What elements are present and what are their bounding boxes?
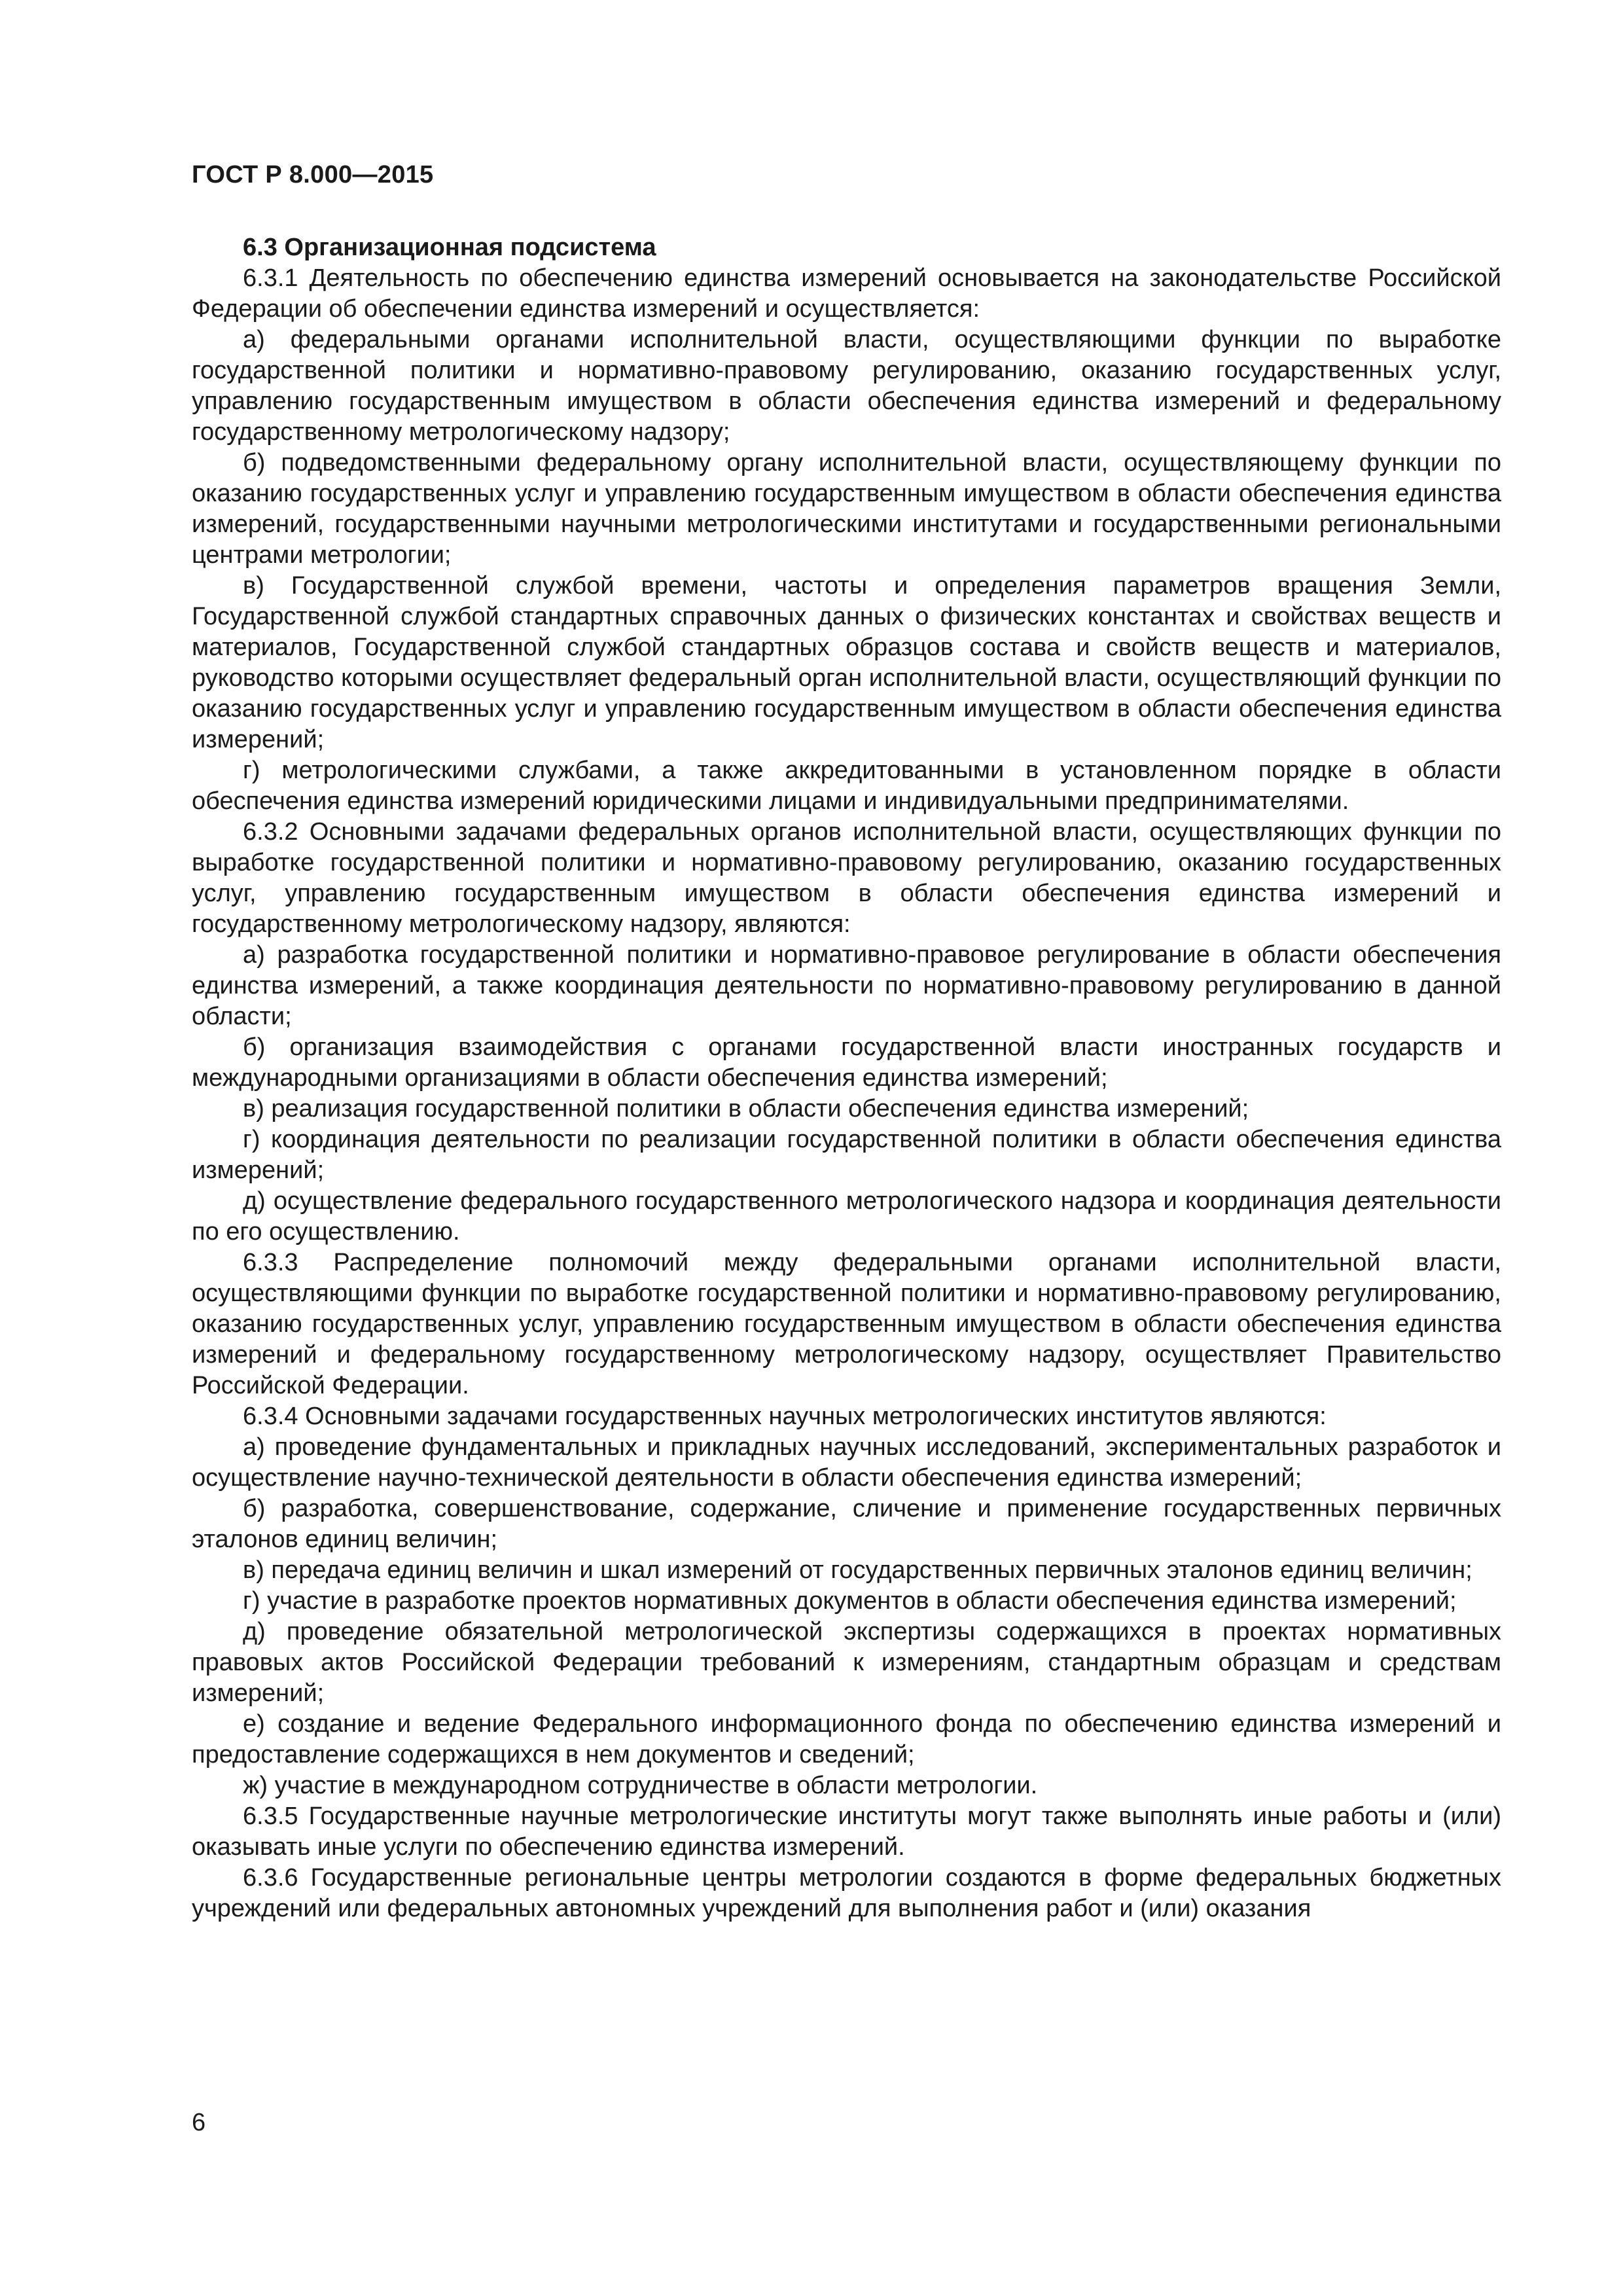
paragraph-6-3-2-v: в) реализация государственной политики в области обеспечения единства измерений; [243,1095,1249,1122]
paragraph-6-3-1: 6.3.1 Деятельность по обеспечению единства измерений основывается на законодательстве Российской Федерации об обеспечении единства измерений и осуществляется: [192,264,1501,323]
paragraph-6-3-2-b: б) организация взаимодействия с органами государственной власти иностранных государств и международными организациями в области обеспечения единства измерений; [192,1033,1501,1092]
document-header: ГОСТ Р 8.000—2015 [192,161,434,188]
paragraph-6-3-3: 6.3.3 Распределение полномочий между федеральными органами исполнительной власти, осуществляющими функции по выработке государственной политики и нормативно-правовому регулированию, оказанию государственных услуг, управлению государственным имуществом в области обеспечения единства измерений и федеральному государственному метрологическому надзору, осуществляет Правительство Российской Федерации. [192,1249,1501,1399]
paragraph-6-3-4-g: г) участие в разработке проектов нормативных документов в области обеспечения единства измерений; [243,1587,1457,1615]
paragraph-6-3-1-g: г) метрологическими службами, а также аккредитованными в установленном порядке в области обеспечения единства измерений юридическими лицами и индивидуальными предпринимателями. [192,757,1501,815]
document-body [192,232,1501,1924]
paragraph-6-3-4-v: в) передача единиц величин и шкал измерений от государственных первичных эталонов единиц величин; [243,1556,1472,1584]
paragraph-6-3-2-g: г) координация деятельности по реализации государственной политики в области обеспечения единства измерений; [192,1126,1501,1184]
paragraph-6-3-5: 6.3.5 Государственные научные метрологические институты могут также выполнять иные работы и (или) оказывать иные услуги по обеспечению единства измерений. [192,1803,1501,1861]
paragraph-6-3-4-d: д) проведение обязательной метрологической экспертизы содержащихся в проектах нормативных правовых актов Российской Федерации требований к измерениям, стандартным образцам и средствам измерений; [192,1618,1501,1707]
paragraph-6-3-2-d: д) осуществление федерального государственного метрологического надзора и координация деятельности по его осуществлению. [192,1187,1501,1246]
paragraph-6-3-2-a: а) разработка государственной политики и нормативно-правовое регулирование в области обеспечения единства измерений, а также координация деятельности по нормативно-правовому регулированию в данной области; [192,941,1501,1030]
paragraph-6-3-2: 6.3.2 Основными задачами федеральных органов исполнительной власти, осуществляющих функции по выработке государственной политики и нормативно-правовому регулированию, оказанию государственных услуг, управлению государственным имуществом в области обеспечения единства измерений и государственному метрологическому надзору, являются: [192,818,1501,938]
paragraph-6-3-4-b: б) разработка, совершенствование, содержание, сличение и применение государственных первичных эталонов единиц величин; [192,1495,1501,1553]
paragraph-6-3-4-a: а) проведение фундаментальных и прикладных научных исследований, экспериментальных разработок и осуществление научно-технической деятельности в области обеспечения единства измерений; [192,1433,1501,1492]
paragraph-6-3-1-v: в) Государственной службой времени, частоты и определения параметров вращения Земли, Государственной службой стандартных справочных данных о физических константах и свойствах веществ и материалов, Государственной службой стандартных образцов состава и свойств веществ и материалов, руководство которыми осуществляет федеральный орган исполнительной власти, осуществляющий функции по оказанию государственных услуг и управлению государственным имуществом в области обеспечения единства измерений; [192,572,1501,753]
paragraph-6-3-1-a: а) федеральными органами исполнительной власти, осуществляющими функции по выработке государственной политики и нормативно-правовому регулированию, оказанию государственных услуг, управлению государственным имуществом в области обеспечения единства измерений и федеральному государственному метрологическому надзору; [192,326,1501,446]
paragraph-6-3-4-e: е) создание и ведение Федерального информационного фонда по обеспечению единства измерений и предоставление содержащихся в нем документов и сведений; [192,1710,1501,1768]
page-number: 6 [192,2109,206,2136]
paragraph-6-3-6: 6.3.6 Государственные региональные центры метрологии создаются в форме федеральных бюджетных учреждений или федеральных автономных учреждений для выполнения работ и (или) оказания [192,1864,1501,1922]
paragraph-6-3-1-b: б) подведомственными федеральному органу исполнительной власти, осуществляющему функции по оказанию государственных услуг и управлению государственным имуществом в области обеспечения единства измерений, государственными научными метрологическими институтами и государственными региональными центрами метрологии; [192,449,1501,569]
section-title: 6.3 Организационная подсистема [243,234,656,261]
paragraph-6-3-4: 6.3.4 Основными задачами государственных научных метрологических институтов являются: [243,1403,1327,1430]
paragraph-6-3-4-zh: ж) участие в международном сотрудничестве в области метрологии. [243,1772,1038,1799]
